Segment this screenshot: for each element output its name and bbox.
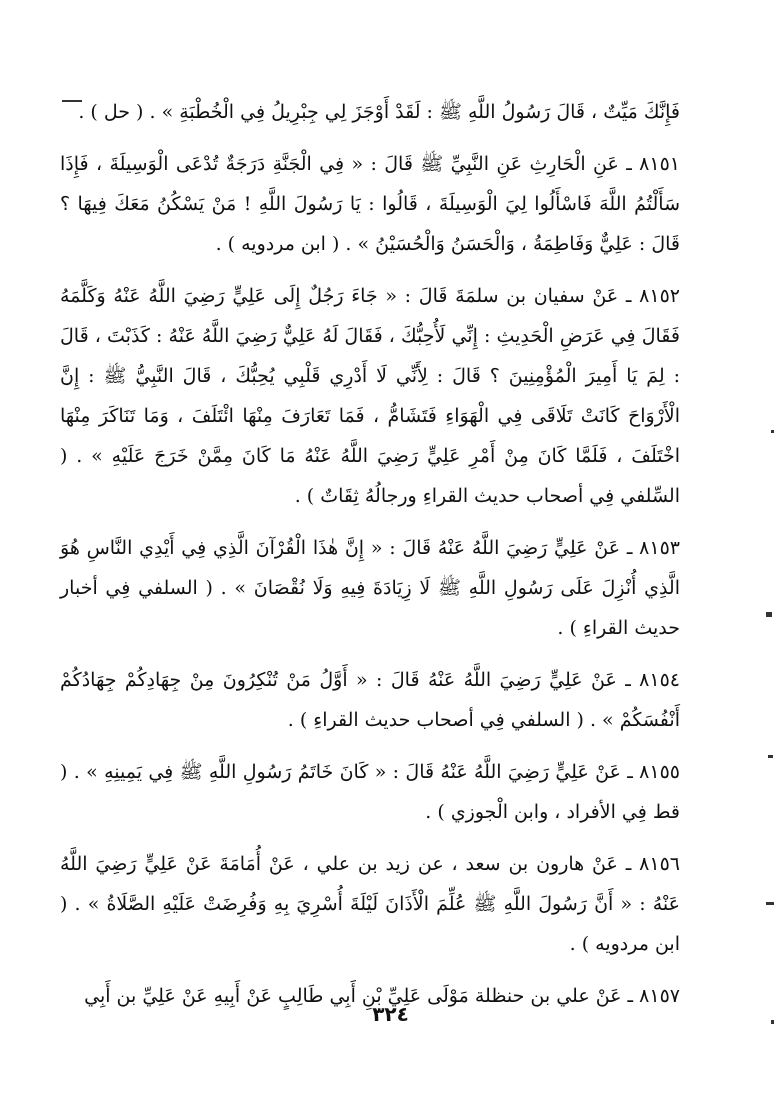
hadith-8153: ٨١٥٣ ـ عَنْ عَلِيٍّ رَضِيَ اللَّهُ عَنْهُ قَالَ : « إِنَّ هٰذَا الْقُرْآنَ الَّذِي فِي أَيْدِي النَّاسِ هُوَ الَّذِي أُنْزِلَ عَلَى رَسُولِ اللَّهِ ﷺ لَا زِيَادَةَ فِيهِ وَلَا نُقْصَانَ » . ( السلفي فِي أخبار حديث القراءِ ) . [60,537,680,639]
hadith-8154: ٨١٥٤ ـ عَنْ عَلِيٍّ رَضِيَ اللَّهُ عَنْهُ قَالَ : « أَوَّلُ مَنْ تُنْكِرُونَ مِنْ جِهَادِكُمْ جِهَادُكُمْ أَنْفُسَكُمْ » . ( السلفي فِي أصحاب حديث القراءِ ) . [60,669,680,731]
margin-speck [768,755,773,758]
page-text [60,92,680,1016]
margin-speck [766,612,772,617]
margin-speck [771,430,774,433]
hadith-8156: ٨١٥٦ ـ عَنْ هارون بن سعد ، عن زيد بن علي ، عَنْ أُمَامَةَ عَنْ عَلِيٍّ رَضِيَ اللَّهُ عَنْهُ : « أَنَّ رَسُولَ اللَّهِ ﷺ عُلِّمَ الْأَذَانَ لَيْلَةَ أُسْرِيَ بِهِ وَفُرِضَتْ عَلَيْهِ الصَّلَاةُ » . ( ابن مردويه ) . [60,853,680,955]
margin-speck [766,902,774,905]
hadith-8151: ٨١٥١ ـ عَنِ الْحَارِثِ عَنِ النَّبِيِّ ﷺ قَالَ : « فِي الْجَنَّةِ دَرَجَةٌ تُدْعَى الْوَسِيلَةَ ، فَإِذَا سَأَلْتُمُ اللَّهَ فَاسْأَلُوا لِيَ الْوَسِيلَةَ ، قَالُوا : يَا رَسُولَ اللَّهِ ! مَنْ يَسْكُنُ مَعَكَ فِيهَا ؟ قَالَ : عَلِيٌّ وَفَاطِمَةُ ، وَالْحَسَنُ وَالْحُسَيْنُ » . ( ابن مردويه ) . [60,153,680,255]
page-number: ٣٢٤ [372,1002,409,1026]
hadith-8152: ٨١٥٢ ـ عَنْ سفيان بن سلمَةَ قَالَ : « جَاءَ رَجُلٌ إِلَى عَلِيٍّ رَضِيَ اللَّهُ عَنْهُ وَكَلَّمَهُ فَقَالَ فِي عَرَضِ الْحَدِيثِ : إِنِّي لَأُحِبُّكَ ، فَقَالَ لَهُ عَلِيٌّ رَضِيَ اللَّهُ عَنْهُ : كَذَبْتَ ، قَالَ : لِمَ يَا أَمِيرَ الْمُؤْمِنِينَ ؟ قَالَ : لِأَنِّي لَا أَدْرِي قَلْبِي يُحِبُّكَ ، قَالَ النَّبِيُّ ﷺ : إِنَّ الْأَرْوَاحَ كَانَتْ تَلَاقَى فِي الْهَوَاءِ فَتَشَامُّ ، فَمَا تَعَارَفَ مِنْهَا ائْتَلَفَ ، وَمَا تَنَاكَرَ مِنْهَا اخْتَلَفَ ، فَلَمَّا كَانَ مِنْ أَمْرِ عَلِيٍّ رَضِيَ اللَّهُ عَنْهُ مَا كَانَ مِمَّنْ خَرَجَ عَلَيْهِ » . ( السِّلفي فِي أصحاب حديث القراءِ ورجالُهُ ثِقَاتٌ ) . [60,285,680,507]
paragraph-continuation: فَإِنَّكَ مَيِّتٌ ، قَالَ رَسُولُ اللَّهِ ﷺ : لَقَدْ أَوْجَزَ لِي جِبْرِيلُ فِي الْخُطْبَةِ » . ( حل ) . [78,101,680,123]
hadith-8157: ٨١٥٧ ـ عَنْ علي بن حنظلة مَوْلَى عَلِيِّ بْنِ أَبِي طَالِبٍ عَنْ أَبِيهِ عَنْ عَلِيِّ بن أَبِي [84,985,680,1007]
hadith-8155: ٨١٥٥ ـ عَنْ عَلِيٍّ رَضِيَ اللَّهُ عَنْهُ قَالَ : « كَانَ خَاتَمُ رَسُولِ اللَّهِ ﷺ فِي يَمِينِهِ » . ( قط فِي الأفراد ، وابن الْجوزي ) . [60,761,680,823]
